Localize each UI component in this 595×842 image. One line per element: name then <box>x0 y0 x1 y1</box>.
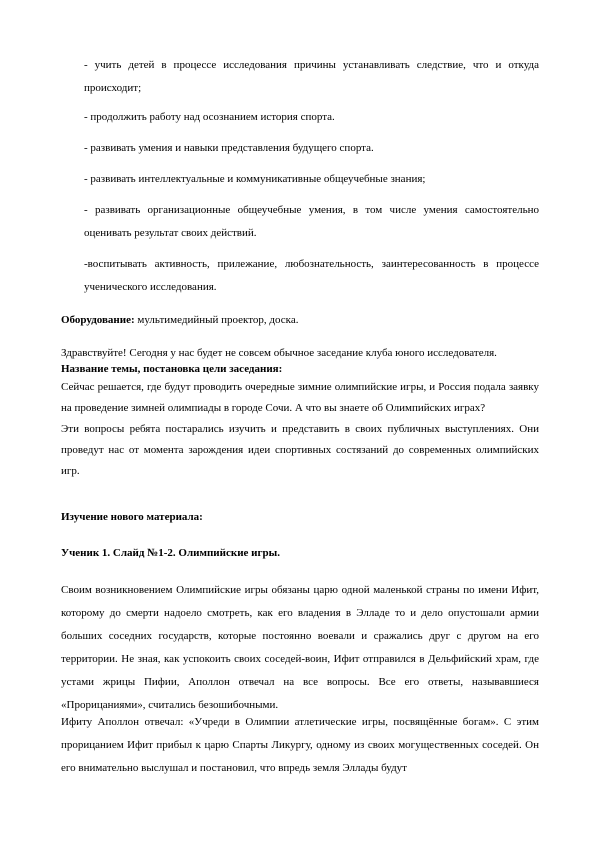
goal-item: - учить детей в процессе исследования причины устанавливать следствие, что и откуда происходит; <box>84 59 539 94</box>
equipment-line <box>61 309 539 332</box>
body-paragraph: Своим возникновением Олимпийские игры обязаны царю одной маленькой страны по имени Ифит, которому до смерти надоело смотреть, как его владения в Элладе то и дело опустошали армии больших соседних государств, которые постоянно воевали и сражались друг с другом на его территории. Не зная, как успокоить своих соседей-воин, Ифит отправился в Дельфийский храм, где устами жрицы Пифии, Аполлон отвечал на все вопросы. Все его ответы, называвшиеся «Прорицаниями», считались безошибочными. <box>61 584 539 711</box>
intro-section <box>61 346 539 482</box>
equipment-text: мультимедийный проектор, доска. <box>134 314 299 326</box>
goal-item: -воспитывать активность, прилежание, любознательность, заинтересованность в процессе ученического исследования. <box>84 258 539 293</box>
new-material-heading: Изучение нового материала: <box>61 511 203 523</box>
intro-paragraph: Сейчас решается, где будут проводить очередные зимние олимпийские игры, и Россия подала заявку на проведение зимней олимпиады в городе Сочи. А что вы знаете об Олимпийских играх? <box>61 381 539 414</box>
goal-item: - развивать интеллектуальные и коммуникативные общеучебные знания; <box>84 173 426 185</box>
intro-paragraph: Эти вопросы ребята постарались изучить и представить в своих публичных выступлениях. Они проведут нас от момента зарождения идеи спортивных состязаний до современных олимпийских игр. <box>61 423 539 477</box>
greeting-line: Здравствуйте! Сегодня у нас будет не совсем обычное заседание клуба юного исследователя. <box>61 347 497 359</box>
student-slide-heading: Ученик 1. Слайд №1-2. Олимпийские игры. <box>61 547 280 559</box>
goal-item: - развивать организационные общеучебные умения, в том числе умения самостоятельно оценивать результат своих действий. <box>84 204 539 239</box>
topic-heading: Название темы, постановка цели заседания: <box>61 362 283 375</box>
goal-item: - продолжить работу над осознанием история спорта. <box>84 111 335 123</box>
goal-item: - развивать умения и навыки представления будущего спорта. <box>84 142 374 154</box>
equipment-label: Оборудование: <box>61 314 135 326</box>
body-paragraph: Ифиту Аполлон отвечал: «Учреди в Олимпии атлетические игры, посвящённые богам». С этим прорицанием Ифит прибыл к царю Спарты Ликургу, одному из своих могущественных соседей. Он его внимательно выслушал и постановил, что впредь земля Эллады будут <box>61 716 539 774</box>
